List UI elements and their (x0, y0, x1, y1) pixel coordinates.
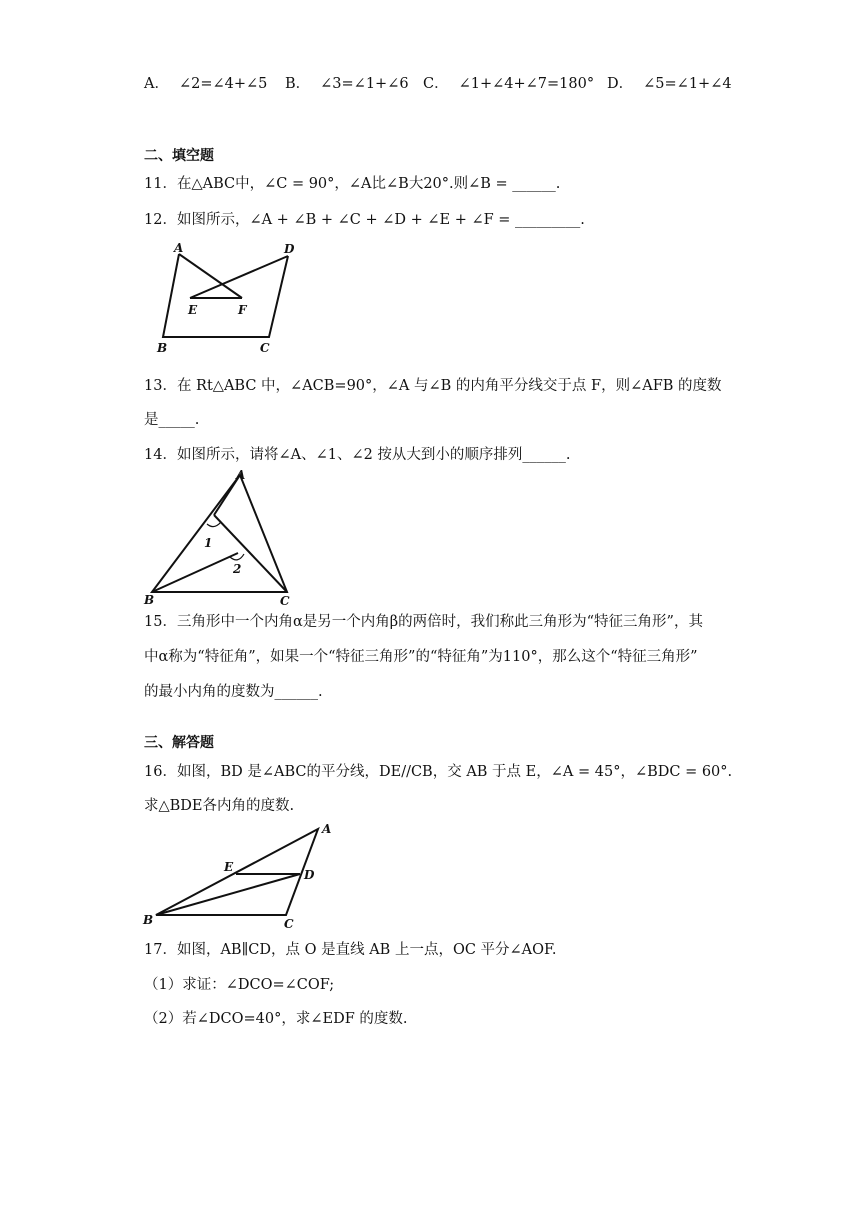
fig12-label-f: F (238, 303, 247, 317)
fig14-segment-b (152, 553, 238, 592)
fig16-label-a: A (322, 822, 332, 836)
fig14-label-2: 2 (233, 562, 242, 576)
question-11: 11．在△ABC中，∠C = 90°，∠A比∠B大20°.则∠B = ______. (144, 176, 561, 192)
fig12-label-e: E (188, 303, 198, 317)
option-text: ∠2=∠4+∠5 (178, 76, 268, 92)
figure-12 (150, 238, 300, 358)
option-text: ∠1+∠4+∠7=180° (458, 76, 595, 92)
question-15-line2: 中α称为“特征角”，如果一个“特征三角形”的“特征角”为110°，那么这个“特征三角形” (144, 649, 698, 665)
question-16-line1: 16．如图，BD 是∠ABC的平分线，DE//CB，交 AB 于点 E，∠A = 45°，∠BDC = 60°. (144, 764, 733, 780)
fig14-label-c: C (280, 594, 290, 608)
fig14-label-a: A (236, 468, 246, 482)
option-text: ∠3=∠1+∠6 (320, 76, 409, 92)
fig16-label-e: E (224, 860, 234, 874)
option-key: B． (285, 76, 311, 92)
option-key: C． (423, 76, 449, 92)
fig14-label-b: B (144, 593, 155, 607)
section-heading-fill-blank: 二、填空题 (144, 148, 214, 164)
fig14-segment-c (214, 515, 287, 592)
question-16-line2: 求△BDE各内角的度数. (144, 798, 295, 814)
fig12-label-d: D (284, 242, 295, 256)
option-c (423, 74, 594, 94)
question-17-line1: 17．如图，AB∥CD，点 O 是直线 AB 上一点，OC 平分∠AOF. (144, 942, 557, 958)
option-d (607, 74, 732, 94)
fig16-label-b: B (143, 913, 154, 927)
fig12-label-c: C (260, 341, 270, 355)
option-key: D． (607, 76, 634, 92)
question-15-line1: 15．三角形中一个内角α是另一个内角β的两倍时，我们称此三角形为“特征三角形”，其 (144, 614, 703, 630)
figure-14 (140, 466, 300, 610)
question-17-sub1: （1）求证：∠DCO=∠COF; (144, 977, 335, 993)
question-14: 14．如图所示，请将∠A、∠1、∠2 按从大到小的顺序排列______. (144, 447, 571, 463)
question-12: 12．如图所示，∠A + ∠B + ∠C + ∠D + ∠E + ∠F = _________. (144, 212, 585, 228)
fig16-label-d: D (304, 868, 315, 882)
question-17-sub2: （2）若∠DCO=40°，求∠EDF 的度数. (144, 1011, 408, 1027)
section-heading-answer: 三、解答题 (144, 735, 214, 751)
question-13-line2: 是_____. (144, 412, 200, 428)
fig12-label-a: A (174, 241, 184, 255)
fig14-label-1: 1 (204, 536, 213, 550)
fig14-angle-mark-1 (207, 522, 221, 527)
option-a (144, 74, 267, 94)
figure-16 (140, 818, 340, 930)
fig16-triangle (156, 829, 318, 915)
option-key: A． (144, 76, 169, 92)
option-b (285, 74, 409, 94)
question-13-line1: 13．在 Rt△ABC 中，∠ACB=90°，∠A 与∠B 的内角平分线交于点 F，则∠AFB 的度数 (144, 378, 722, 394)
fig12-line-de (190, 256, 288, 298)
option-text: ∠5=∠1+∠4 (643, 76, 732, 92)
question-15-line3: 的最小内角的度数为______. (144, 684, 323, 700)
fig14-triangle (152, 475, 287, 592)
fig12-label-b: B (157, 341, 168, 355)
fig12-line-af (179, 254, 242, 298)
fig16-label-c: C (284, 917, 294, 930)
fig16-line-bd (156, 874, 300, 915)
fig12-outer-lines (163, 254, 288, 337)
